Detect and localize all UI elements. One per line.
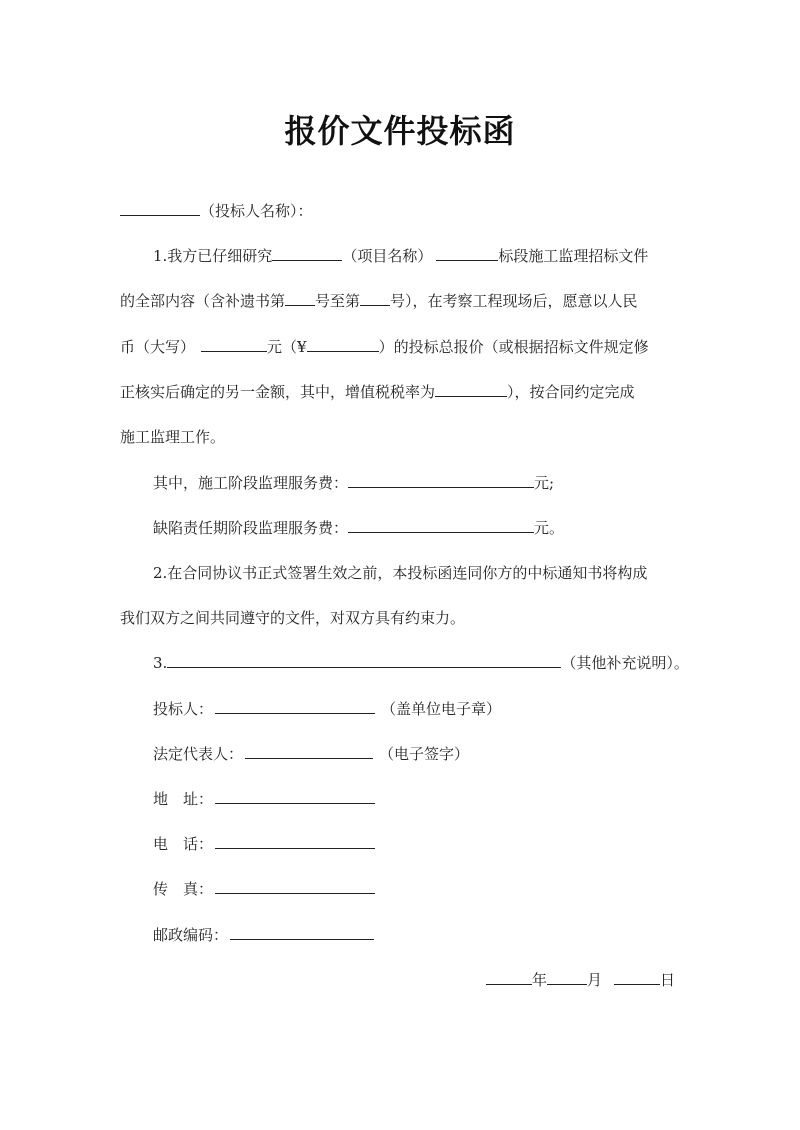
paragraph-3-line [153, 652, 689, 674]
paragraph-1-line-3 [120, 336, 649, 358]
postcode-line [153, 924, 374, 946]
bidder-label: 投标人： [153, 700, 214, 718]
document-title: 报价文件投标函 [284, 112, 516, 150]
p1-text: 号），在考察工程现场后，愿意以人民 [390, 292, 638, 310]
p1-text: 标段施工监理招标文件 [498, 247, 649, 265]
day-blank[interactable] [614, 970, 660, 985]
fee-unit: 元。 [534, 519, 565, 537]
paragraph-1-line-5: 施工监理工作。 [120, 428, 226, 446]
p1-text: ），按合同约定完成 [507, 383, 635, 401]
month-blank[interactable] [547, 970, 587, 985]
day-label: 日 [660, 971, 676, 989]
construction-fee-blank[interactable] [348, 473, 534, 488]
postcode-label: 邮政编码： [153, 926, 229, 944]
address-line [153, 788, 375, 810]
addendum-from-blank[interactable] [285, 291, 315, 306]
project-name-blank[interactable] [272, 246, 342, 261]
amount-words-blank[interactable] [201, 337, 267, 352]
p1-text: 正核实后确定的另一金额，其中，增值税税率为 [120, 383, 436, 401]
paragraph-1-line-1 [153, 245, 648, 267]
phone-line [153, 833, 375, 855]
fax-line [153, 878, 375, 900]
defect-fee-label: 缺陷责任期阶段监理服务费： [153, 519, 349, 537]
construction-fee-label: 其中，施工阶段监理服务费： [153, 474, 349, 492]
p1-text: 的全部内容（含补遗书第 [120, 292, 286, 310]
address-label: 地 址： [153, 790, 214, 808]
legal-rep-label: 法定代表人： [153, 745, 244, 763]
bidder-blank[interactable] [215, 699, 375, 714]
construction-fee-line [153, 472, 554, 494]
p1-text: 号至第 [315, 292, 361, 310]
month-label: 月 [587, 971, 603, 989]
p1-text: ）的投标总报价（或根据招标文件规定修 [378, 338, 649, 356]
addendum-to-blank[interactable] [360, 291, 390, 306]
phone-label: 电 话： [153, 835, 214, 853]
amount-figures-blank[interactable] [307, 337, 379, 352]
year-label: 年 [532, 971, 548, 989]
postcode-blank[interactable] [230, 925, 374, 940]
salutation-line [120, 200, 313, 222]
fax-label: 传 真： [153, 880, 214, 898]
p1-text: 元（¥ [267, 338, 307, 356]
paragraph-1-line-4 [120, 381, 635, 403]
salutation-text: （投标人名称）： [200, 202, 313, 220]
p3-suffix: （其他补充说明）。 [561, 654, 689, 672]
bidder-note: （盖单位电子章） [381, 700, 502, 718]
paragraph-2-line-1: 2.在合同协议书正式签署生效之前，本投标函连同你方的中标通知书将构成 [153, 564, 648, 582]
defect-fee-blank[interactable] [348, 518, 534, 533]
phone-blank[interactable] [215, 834, 375, 849]
address-blank[interactable] [215, 789, 375, 804]
p3-prefix: 3. [153, 654, 168, 672]
legal-rep-line [153, 743, 469, 765]
legal-rep-note: （电子签字） [379, 745, 470, 763]
year-blank[interactable] [486, 970, 532, 985]
vat-rate-blank[interactable] [435, 382, 507, 397]
defect-fee-line [153, 517, 564, 539]
section-blank[interactable] [436, 246, 498, 261]
legal-rep-blank[interactable] [245, 744, 373, 759]
p1-text: 1.我方已仔细研究 [153, 247, 273, 265]
bidder-name-blank[interactable] [120, 201, 200, 216]
paragraph-2-line-2: 我们双方之间共同遵守的文件，对双方具有约束力。 [120, 609, 466, 627]
fee-unit: 元; [534, 474, 555, 492]
fax-blank[interactable] [215, 879, 375, 894]
paragraph-1-line-2 [120, 290, 638, 312]
p1-text: （项目名称） [342, 247, 433, 265]
date-line [486, 969, 675, 991]
bidder-line [153, 698, 501, 720]
supplement-blank[interactable] [167, 653, 561, 668]
p1-text: 币（大写） [120, 338, 196, 356]
